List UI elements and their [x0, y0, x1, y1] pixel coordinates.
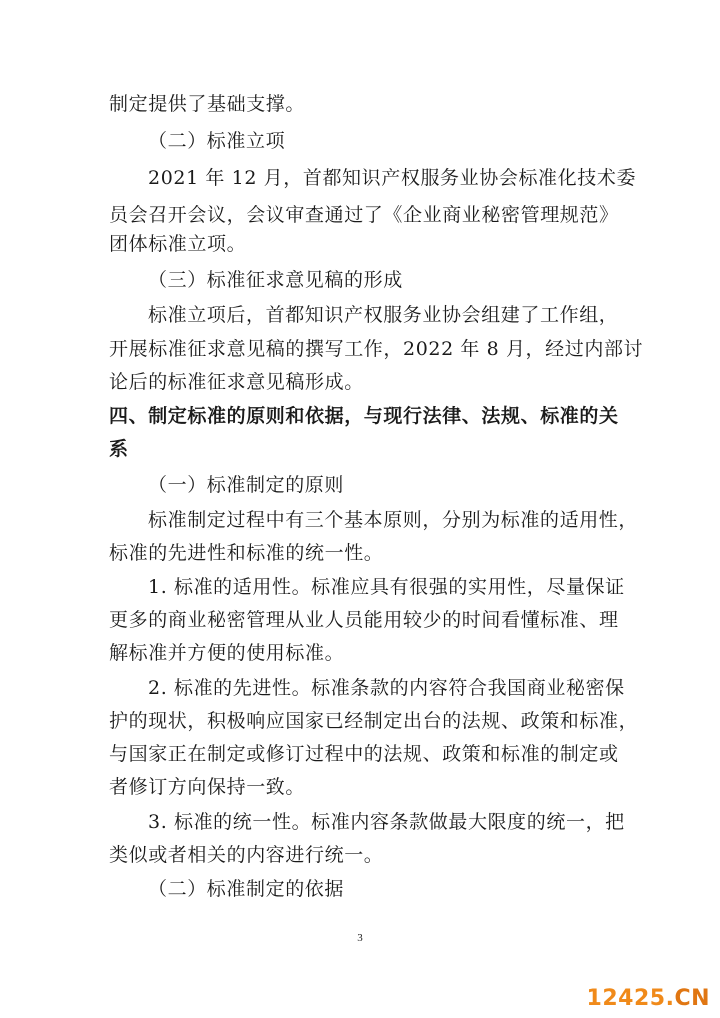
section-heading: （一）标准制定的原则 [148, 474, 345, 496]
watermark-suffix: CN [674, 986, 710, 1011]
section-heading: （二）标准制定的依据 [148, 878, 345, 900]
body-line: 员会召开会议，会议审查通过了《企业商业秘密管理规范》 [109, 204, 619, 226]
page-number: 3 [357, 932, 363, 944]
body-line: 标准的先进性和标准的统一性。 [109, 542, 384, 564]
body-line: 护的现状，积极响应国家已经制定出台的法规、政策和标准， [109, 710, 639, 732]
site-watermark [587, 986, 710, 1012]
body-line: 制定提供了基础支撑。 [109, 93, 306, 115]
body-line: 更多的商业秘密管理从业人员能用较少的时间看懂标准、理 [109, 609, 619, 631]
body-line: 解标准并方便的使用标准。 [109, 642, 345, 664]
watermark-dot: . [665, 986, 675, 1011]
body-line: 开展标准征求意见稿的撰写工作，2022 年 8 月，经过内部讨 [109, 338, 644, 360]
body-line: 标准立项后，首都知识产权服务业协会组建了工作组， [148, 304, 619, 326]
section-heading: （三）标准征求意见稿的形成 [148, 269, 403, 291]
body-line: 2. 标准的先进性。标准条款的内容符合我国商业秘密保 [148, 677, 625, 699]
body-line: 类似或者相关的内容进行统一。 [109, 844, 384, 866]
body-line: 与国家正在制定或修订过程中的法规、政策和标准的制定或 [109, 743, 619, 765]
chapter-heading: 系 [109, 438, 129, 460]
body-line: 1. 标准的适用性。标准应具有很强的实用性，尽量保证 [148, 576, 625, 598]
watermark-number: 12425 [586, 986, 666, 1011]
body-line: 2021 年 12 月，首都知识产权服务业协会标准化技术委 [148, 167, 637, 189]
body-line: 者修订方向保持一致。 [109, 776, 306, 798]
section-heading: （二）标准立项 [148, 130, 286, 152]
body-line: 论后的标准征求意见稿形成。 [109, 371, 364, 393]
body-line: 标准制定过程中有三个基本原则，分别为标准的适用性， [148, 509, 639, 531]
body-line: 3. 标准的统一性。标准内容条款做最大限度的统一，把 [148, 811, 625, 833]
body-line: 团体标准立项。 [109, 233, 247, 255]
chapter-heading: 四、制定标准的原则和依据，与现行法律、法规、标准的关 [109, 405, 619, 427]
